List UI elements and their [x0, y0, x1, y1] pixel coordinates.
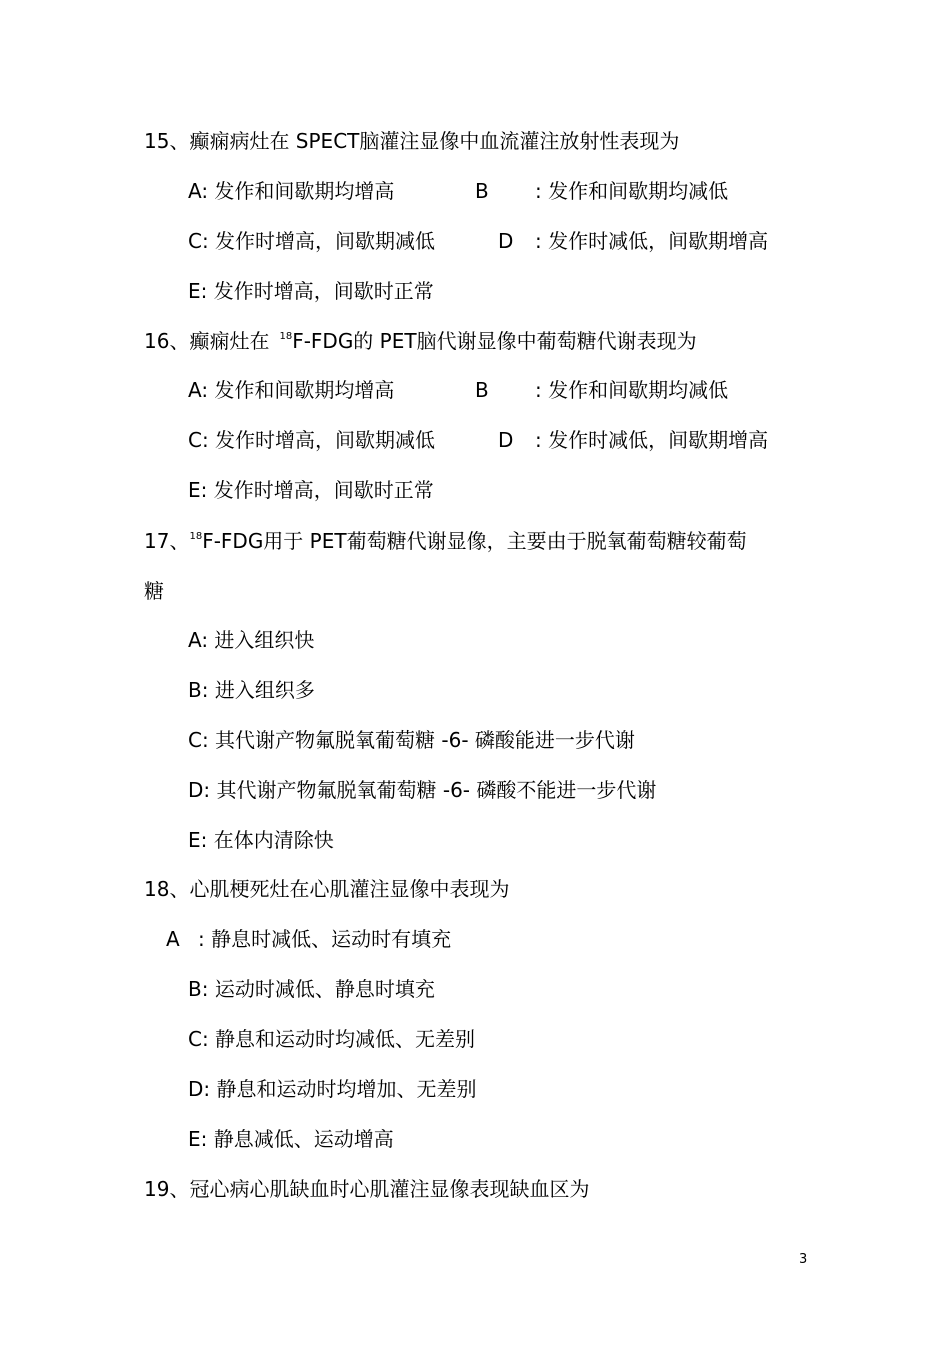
- q16-option-a: A: 发作和间歇期均增高: [188, 378, 395, 402]
- q18-option-a-letter: A: [166, 927, 180, 951]
- q15-option-b-text: : 发作和间歇期均减低: [535, 179, 729, 203]
- q17-title-rest: F-FDG用于 PET葡萄糖代谢显像，主要由于脱氧葡萄糖较葡萄: [202, 529, 747, 553]
- q17-option-b: B: 进入组织多: [188, 678, 315, 702]
- q18-option-b: B: 运动时减低、静息时填充: [188, 977, 435, 1001]
- q15-option-d-letter: D: [498, 229, 514, 253]
- q17-option-e: E: 在体内清除快: [188, 828, 334, 852]
- q15-option-c: C: 发作时增高，间歇期减低: [188, 229, 436, 253]
- q16-title-rest: F-FDG的 PET脑代谢显像中葡萄糖代谢表现为: [292, 329, 697, 353]
- q17-option-c: C: 其代谢产物氟脱氧葡萄糖 -6- 磷酸能进一步代谢: [188, 728, 635, 752]
- q15-option-a: A: 发作和间歇期均增高: [188, 179, 395, 203]
- q18-option-c: C: 静息和运动时均减低、无差别: [188, 1027, 476, 1051]
- q16-superscript: 18: [279, 331, 293, 342]
- q16-option-d-text: : 发作时减低，间歇期增高: [535, 428, 769, 452]
- q17-option-a: A: 进入组织快: [188, 628, 315, 652]
- question-16-title: [144, 327, 697, 355]
- q15-option-d-text: : 发作时减低，间歇期增高: [535, 229, 769, 253]
- question-19-title: 19、冠心病心肌缺血时心肌灌注显像表现缺血区为: [144, 1177, 590, 1201]
- q15-option-b-letter: B: [475, 179, 489, 203]
- page-number: 3: [799, 1252, 808, 1267]
- question-17-title-wrap: 糖: [144, 579, 164, 603]
- q16-title-prefix: 16、癫痫灶在: [144, 329, 270, 353]
- question-18-title: 18、心肌梗死灶在心肌灌注显像中表现为: [144, 877, 510, 901]
- question-17-title: [144, 527, 747, 555]
- q16-option-b-text: : 发作和间歇期均减低: [535, 378, 729, 402]
- q16-option-d-letter: D: [498, 428, 514, 452]
- q16-option-c: C: 发作时增高，间歇期减低: [188, 428, 436, 452]
- q17-superscript: 18: [189, 531, 203, 542]
- q18-option-a-text: : 静息时减低、运动时有填充: [198, 927, 452, 951]
- q18-option-d: D: 静息和运动时均增加、无差别: [188, 1077, 477, 1101]
- q17-option-d: D: 其代谢产物氟脱氧葡萄糖 -6- 磷酸不能进一步代谢: [188, 778, 657, 802]
- q15-option-e: E: 发作时增高，间歇时正常: [188, 279, 434, 303]
- q17-title-prefix: 17、: [144, 529, 190, 553]
- q16-option-e: E: 发作时增高，间歇时正常: [188, 478, 434, 502]
- q16-option-b-letter: B: [475, 378, 489, 402]
- q18-option-e: E: 静息减低、运动增高: [188, 1127, 394, 1151]
- question-15-title: 15、癫痫病灶在 SPECT脑灌注显像中血流灌注放射性表现为: [144, 129, 680, 153]
